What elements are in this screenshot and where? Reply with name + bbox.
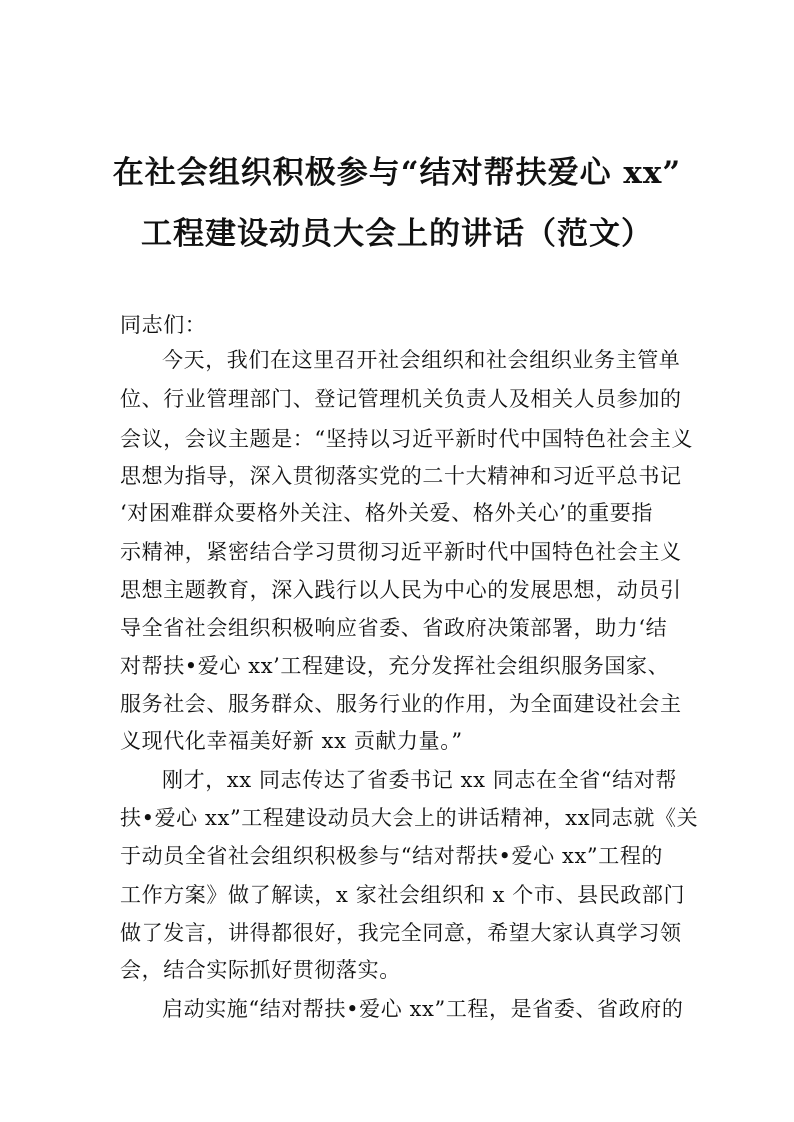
document-title-line-2: 工程建设动员大会上的讲话（范文） [141,216,653,252]
paragraph-line: 会，结合实际抓好贯彻落实。 [120,958,401,982]
paragraph-line: 义现代化幸福美好新 xx 贡献力量。” [120,729,463,753]
paragraph-line: 思想主题教育，深入践行以人民为中心的发展思想，动员引 [120,578,682,602]
document-title-line-1: 在社会组织积极参与“结对帮扶爱心 xx” [112,155,682,191]
paragraph-line: 位、行业管理部门、登记管理机关负责人及相关人员参加的 [120,387,682,411]
paragraph-line: 今天，我们在这里召开社会组织和社会组织业务主管单 [162,348,681,372]
paragraph-line: 扶•爱心 xx”工程建设动员大会上的讲话精神，xx同志就《关 [120,806,699,830]
paragraph-line: ‘对困难群众要格外关注、格外关爱、格外关心’的重要指 [120,501,653,525]
paragraph-line: 会议，会议主题是：“坚持以习近平新时代中国特色社会主义 [120,427,693,451]
salutation: 同志们： [120,313,207,337]
paragraph-line: 于动员全省社会组织积极参与“结对帮扶•爱心 xx”工程的 [120,844,664,868]
paragraph-line: 导全省社会组织积极响应省委、省政府决策部署，助力‘结 [120,616,668,640]
paragraph-line: 刚才，xx 同志传达了省委书记 xx 同志在全省“结对帮 [162,768,677,792]
paragraph-line: 服务社会、服务群众、服务行业的作用，为全面建设社会主 [120,692,682,716]
paragraph-line: 做了发言，讲得都很好，我完全同意，希望大家认真学习领 [120,921,682,945]
paragraph-line: 示精神，紧密结合学习贯彻习近平新时代中国特色社会主义 [120,540,682,564]
paragraph-line: 启动实施“结对帮扶•爱心 xx”工程，是省委、省政府的 [162,997,684,1021]
paragraph-line: 对帮扶•爱心 xx’工程建设，充分发挥社会组织服务国家、 [120,654,670,678]
paragraph-line: 工作方案》做了解读，x 家社会组织和 x 个市、县民政部门 [120,883,686,907]
paragraph-line: 思想为指导，深入贯彻落实党的二十大精神和习近平总书记 [120,464,682,488]
